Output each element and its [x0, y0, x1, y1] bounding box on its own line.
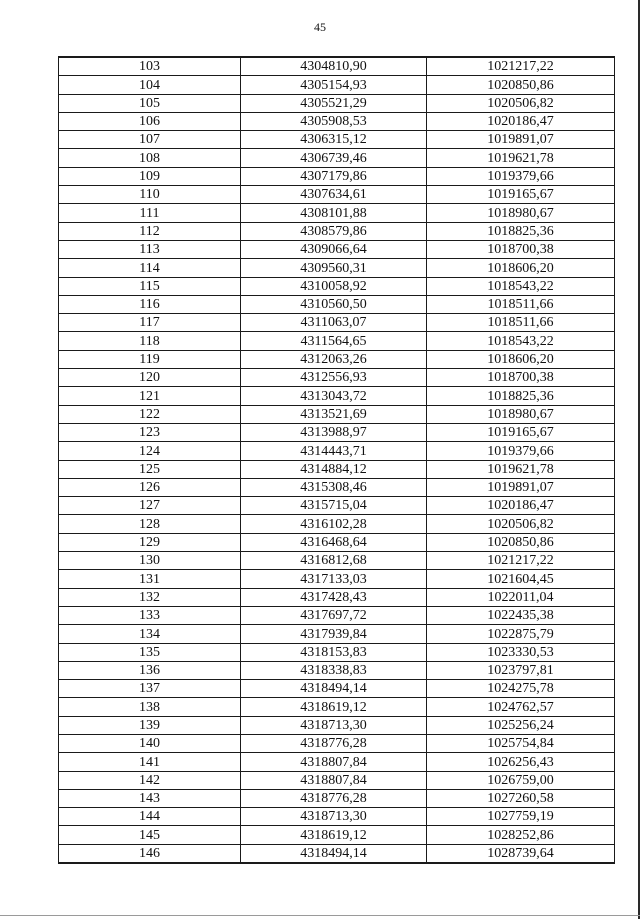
y-coordinate-cell: 1020850,86: [427, 76, 615, 94]
y-coordinate-cell: 1019379,66: [427, 167, 615, 185]
y-coordinate-cell: 1027759,19: [427, 808, 615, 826]
x-coordinate-cell: 4317697,72: [241, 606, 427, 624]
x-coordinate-cell: 4307634,61: [241, 186, 427, 204]
table-row: [59, 112, 615, 130]
x-coordinate-cell: 4318619,12: [241, 826, 427, 844]
table-row: [59, 240, 615, 258]
point-number-cell: 140: [59, 734, 241, 752]
page-edge-bottom: [0, 915, 640, 916]
table-row: [59, 405, 615, 423]
x-coordinate-cell: 4309066,64: [241, 240, 427, 258]
y-coordinate-cell: 1018700,38: [427, 240, 615, 258]
y-coordinate-cell: 1020186,47: [427, 112, 615, 130]
x-coordinate-cell: 4318338,83: [241, 661, 427, 679]
point-number-cell: 111: [59, 204, 241, 222]
x-coordinate-cell: 4316102,28: [241, 515, 427, 533]
x-coordinate-cell: 4305908,53: [241, 112, 427, 130]
x-coordinate-cell: 4318494,14: [241, 680, 427, 698]
x-coordinate-cell: 4313521,69: [241, 405, 427, 423]
point-number-cell: 143: [59, 789, 241, 807]
x-coordinate-cell: 4318807,84: [241, 771, 427, 789]
x-coordinate-cell: 4314443,71: [241, 442, 427, 460]
point-number-cell: 141: [59, 753, 241, 771]
y-coordinate-cell: 1018980,67: [427, 405, 615, 423]
y-coordinate-cell: 1018543,22: [427, 332, 615, 350]
y-coordinate-cell: 1025754,84: [427, 734, 615, 752]
table-row: [59, 149, 615, 167]
y-coordinate-cell: 1020850,86: [427, 533, 615, 551]
y-coordinate-cell: 1022011,04: [427, 588, 615, 606]
x-coordinate-cell: 4305521,29: [241, 94, 427, 112]
point-number-cell: 135: [59, 643, 241, 661]
y-coordinate-cell: 1023330,53: [427, 643, 615, 661]
point-number-cell: 115: [59, 277, 241, 295]
x-coordinate-cell: 4317133,03: [241, 570, 427, 588]
table-row: [59, 808, 615, 826]
x-coordinate-cell: 4308101,88: [241, 204, 427, 222]
x-coordinate-cell: 4314884,12: [241, 460, 427, 478]
x-coordinate-cell: 4313043,72: [241, 387, 427, 405]
y-coordinate-cell: 1021217,22: [427, 57, 615, 76]
point-number-cell: 144: [59, 808, 241, 826]
point-number-cell: 131: [59, 570, 241, 588]
y-coordinate-cell: 1018511,66: [427, 314, 615, 332]
point-number-cell: 114: [59, 259, 241, 277]
x-coordinate-cell: 4310560,50: [241, 295, 427, 313]
table-row: [59, 369, 615, 387]
y-coordinate-cell: 1018543,22: [427, 277, 615, 295]
table-row: [59, 131, 615, 149]
x-coordinate-cell: 4305154,93: [241, 76, 427, 94]
y-coordinate-cell: 1026759,00: [427, 771, 615, 789]
coordinates-table: [58, 56, 615, 864]
point-number-cell: 128: [59, 515, 241, 533]
x-coordinate-cell: 4312063,26: [241, 350, 427, 368]
page-number: 45: [314, 20, 326, 34]
table-row: [59, 94, 615, 112]
x-coordinate-cell: 4307179,86: [241, 167, 427, 185]
x-coordinate-cell: 4316468,64: [241, 533, 427, 551]
y-coordinate-cell: 1018511,66: [427, 295, 615, 313]
point-number-cell: 125: [59, 460, 241, 478]
table-row: [59, 442, 615, 460]
x-coordinate-cell: 4318807,84: [241, 753, 427, 771]
table-row: [59, 716, 615, 734]
table-row: [59, 734, 615, 752]
table-row: [59, 314, 615, 332]
table-row: [59, 460, 615, 478]
y-coordinate-cell: 1019621,78: [427, 149, 615, 167]
point-number-cell: 109: [59, 167, 241, 185]
table-row: [59, 515, 615, 533]
point-number-cell: 110: [59, 186, 241, 204]
y-coordinate-cell: 1028739,64: [427, 844, 615, 863]
table-row: [59, 222, 615, 240]
y-coordinate-cell: 1024762,57: [427, 698, 615, 716]
point-number-cell: 112: [59, 222, 241, 240]
table-row: [59, 423, 615, 441]
point-number-cell: 121: [59, 387, 241, 405]
x-coordinate-cell: 4306739,46: [241, 149, 427, 167]
table-row: [59, 570, 615, 588]
table-row: [59, 661, 615, 679]
table-row: [59, 844, 615, 863]
point-number-cell: 122: [59, 405, 241, 423]
x-coordinate-cell: 4318713,30: [241, 808, 427, 826]
point-number-cell: 134: [59, 625, 241, 643]
point-number-cell: 108: [59, 149, 241, 167]
point-number-cell: 123: [59, 423, 241, 441]
x-coordinate-cell: 4318776,28: [241, 734, 427, 752]
x-coordinate-cell: 4318713,30: [241, 716, 427, 734]
point-number-cell: 132: [59, 588, 241, 606]
table-row: [59, 57, 615, 76]
point-number-cell: 107: [59, 131, 241, 149]
y-coordinate-cell: 1019165,67: [427, 186, 615, 204]
y-coordinate-cell: 1021217,22: [427, 552, 615, 570]
x-coordinate-cell: 4315715,04: [241, 497, 427, 515]
y-coordinate-cell: 1019891,07: [427, 131, 615, 149]
table-row: [59, 680, 615, 698]
coordinates-table-body: [59, 57, 615, 863]
point-number-cell: 138: [59, 698, 241, 716]
x-coordinate-cell: 4308579,86: [241, 222, 427, 240]
x-coordinate-cell: 4318776,28: [241, 789, 427, 807]
table-row: [59, 478, 615, 496]
y-coordinate-cell: 1018700,38: [427, 369, 615, 387]
y-coordinate-cell: 1023797,81: [427, 661, 615, 679]
y-coordinate-cell: 1018825,36: [427, 222, 615, 240]
point-number-cell: 129: [59, 533, 241, 551]
y-coordinate-cell: 1020506,82: [427, 515, 615, 533]
point-number-cell: 130: [59, 552, 241, 570]
y-coordinate-cell: 1025256,24: [427, 716, 615, 734]
point-number-cell: 118: [59, 332, 241, 350]
y-coordinate-cell: 1018606,20: [427, 350, 615, 368]
table-row: [59, 167, 615, 185]
x-coordinate-cell: 4317428,43: [241, 588, 427, 606]
x-coordinate-cell: 4318619,12: [241, 698, 427, 716]
point-number-cell: 137: [59, 680, 241, 698]
point-number-cell: 119: [59, 350, 241, 368]
table-row: [59, 350, 615, 368]
y-coordinate-cell: 1022875,79: [427, 625, 615, 643]
point-number-cell: 117: [59, 314, 241, 332]
x-coordinate-cell: 4316812,68: [241, 552, 427, 570]
table-row: [59, 643, 615, 661]
y-coordinate-cell: 1020186,47: [427, 497, 615, 515]
table-row: [59, 186, 615, 204]
table-row: [59, 606, 615, 624]
x-coordinate-cell: 4318494,14: [241, 844, 427, 863]
table-row: [59, 387, 615, 405]
point-number-cell: 116: [59, 295, 241, 313]
y-coordinate-cell: 1027260,58: [427, 789, 615, 807]
point-number-cell: 124: [59, 442, 241, 460]
x-coordinate-cell: 4310058,92: [241, 277, 427, 295]
y-coordinate-cell: 1024275,78: [427, 680, 615, 698]
x-coordinate-cell: 4312556,93: [241, 369, 427, 387]
point-number-cell: 139: [59, 716, 241, 734]
point-number-cell: 104: [59, 76, 241, 94]
x-coordinate-cell: 4306315,12: [241, 131, 427, 149]
point-number-cell: 113: [59, 240, 241, 258]
x-coordinate-cell: 4315308,46: [241, 478, 427, 496]
point-number-cell: 145: [59, 826, 241, 844]
y-coordinate-cell: 1019891,07: [427, 478, 615, 496]
point-number-cell: 126: [59, 478, 241, 496]
y-coordinate-cell: 1021604,45: [427, 570, 615, 588]
x-coordinate-cell: 4311063,07: [241, 314, 427, 332]
table-row: [59, 277, 615, 295]
table-row: [59, 259, 615, 277]
table-row: [59, 533, 615, 551]
x-coordinate-cell: 4304810,90: [241, 57, 427, 76]
y-coordinate-cell: 1018980,67: [427, 204, 615, 222]
table-row: [59, 497, 615, 515]
point-number-cell: 136: [59, 661, 241, 679]
table-row: [59, 753, 615, 771]
y-coordinate-cell: 1022435,38: [427, 606, 615, 624]
point-number-cell: 142: [59, 771, 241, 789]
table-row: [59, 204, 615, 222]
table-row: [59, 789, 615, 807]
x-coordinate-cell: 4318153,83: [241, 643, 427, 661]
table-row: [59, 826, 615, 844]
y-coordinate-cell: 1028252,86: [427, 826, 615, 844]
point-number-cell: 120: [59, 369, 241, 387]
x-coordinate-cell: 4317939,84: [241, 625, 427, 643]
point-number-cell: 103: [59, 57, 241, 76]
table-row: [59, 552, 615, 570]
y-coordinate-cell: 1026256,43: [427, 753, 615, 771]
table-row: [59, 625, 615, 643]
table-row: [59, 76, 615, 94]
point-number-cell: 127: [59, 497, 241, 515]
point-number-cell: 133: [59, 606, 241, 624]
y-coordinate-cell: 1019379,66: [427, 442, 615, 460]
y-coordinate-cell: 1019165,67: [427, 423, 615, 441]
table-row: [59, 771, 615, 789]
y-coordinate-cell: 1018825,36: [427, 387, 615, 405]
x-coordinate-cell: 4313988,97: [241, 423, 427, 441]
table-row: [59, 295, 615, 313]
y-coordinate-cell: 1020506,82: [427, 94, 615, 112]
table-row: [59, 698, 615, 716]
y-coordinate-cell: 1019621,78: [427, 460, 615, 478]
x-coordinate-cell: 4311564,65: [241, 332, 427, 350]
x-coordinate-cell: 4309560,31: [241, 259, 427, 277]
y-coordinate-cell: 1018606,20: [427, 259, 615, 277]
point-number-cell: 106: [59, 112, 241, 130]
point-number-cell: 146: [59, 844, 241, 863]
point-number-cell: 105: [59, 94, 241, 112]
table-row: [59, 588, 615, 606]
table-row: [59, 332, 615, 350]
